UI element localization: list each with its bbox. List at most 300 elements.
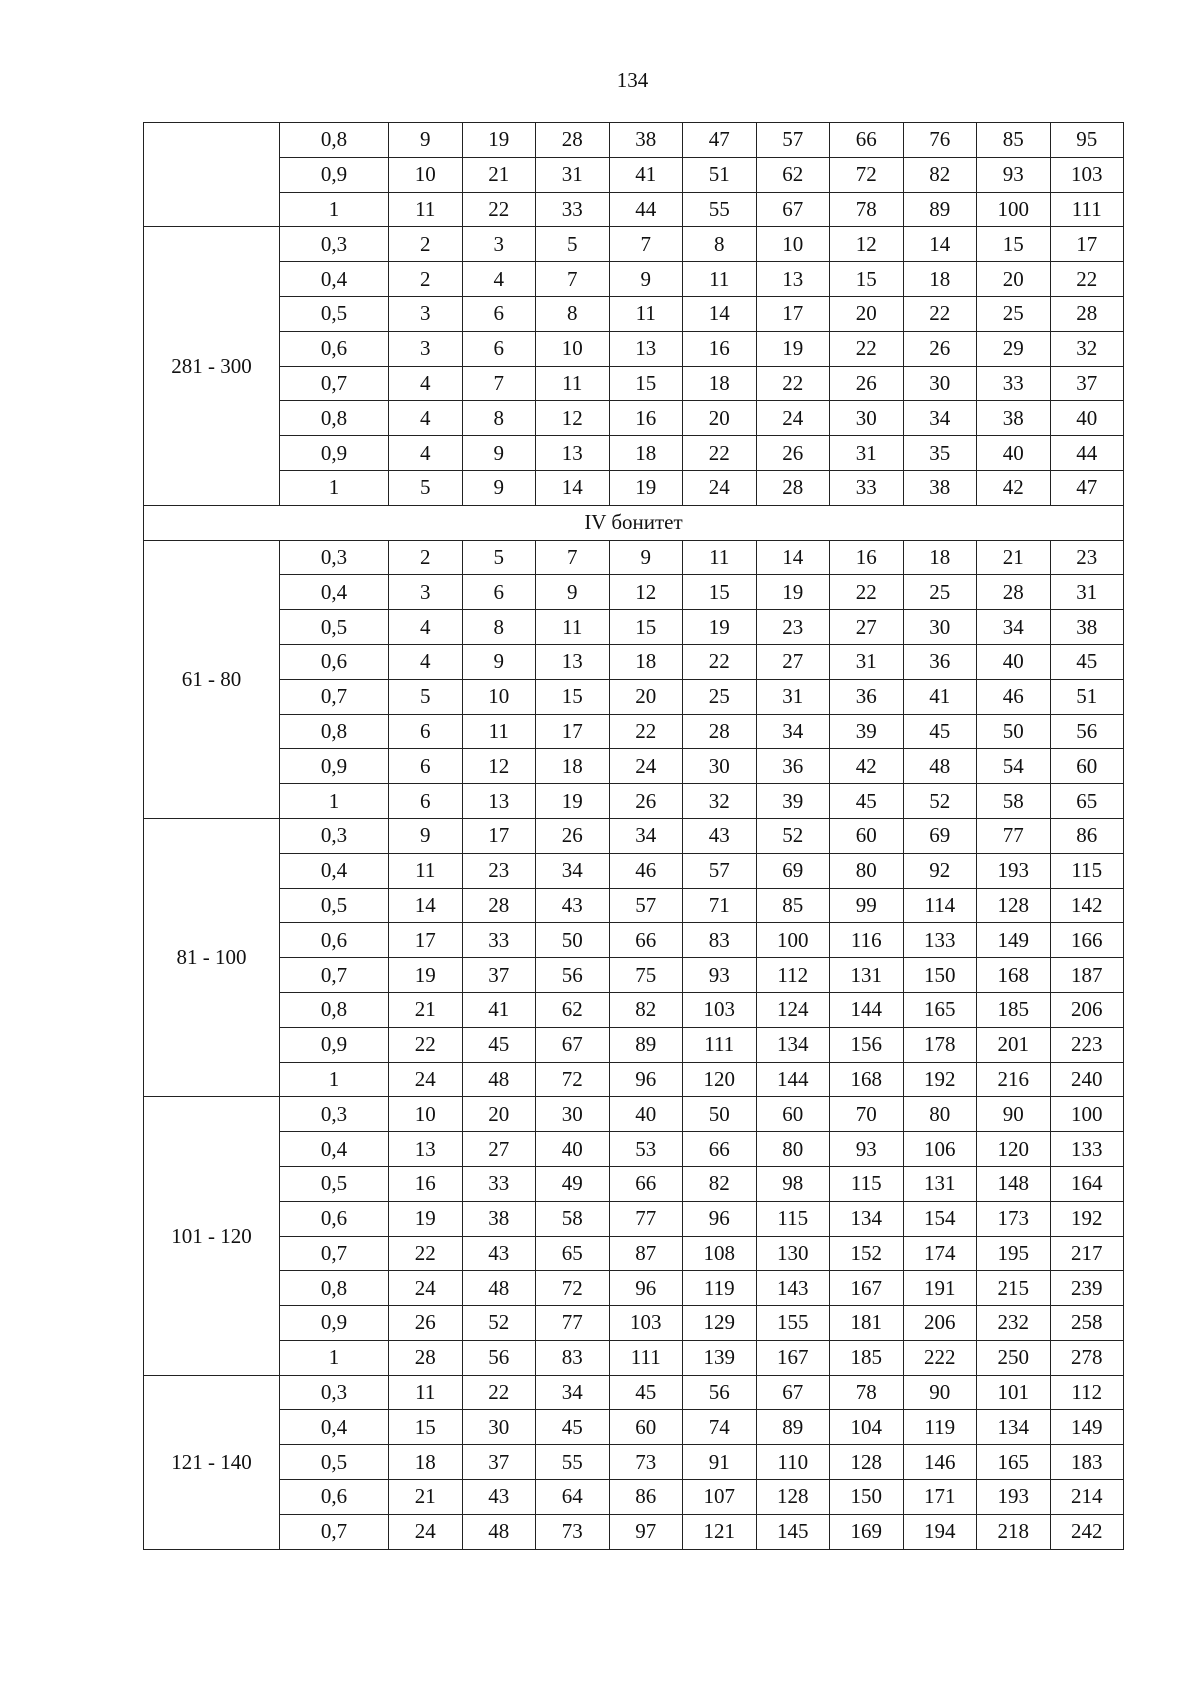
- value-cell: 129: [683, 1306, 757, 1341]
- value-cell: 47: [683, 123, 757, 158]
- table-row: [144, 540, 1124, 575]
- value-cell: 20: [462, 1097, 536, 1132]
- table-row: [144, 818, 1124, 853]
- coefficient-cell: 0,7: [280, 679, 389, 714]
- value-cell: 65: [1050, 784, 1124, 819]
- value-cell: 4: [389, 401, 463, 436]
- value-cell: 51: [683, 157, 757, 192]
- value-cell: 103: [1050, 157, 1124, 192]
- value-cell: 192: [903, 1062, 977, 1097]
- table-row: [144, 1097, 1124, 1132]
- value-cell: 48: [462, 1062, 536, 1097]
- table-row: [144, 1306, 1124, 1341]
- value-cell: 142: [1050, 888, 1124, 923]
- value-cell: 32: [1050, 331, 1124, 366]
- value-cell: 134: [977, 1410, 1051, 1445]
- value-cell: 29: [977, 331, 1051, 366]
- value-cell: 195: [977, 1236, 1051, 1271]
- value-cell: 24: [609, 749, 683, 784]
- value-cell: 19: [756, 331, 830, 366]
- value-cell: 96: [683, 1201, 757, 1236]
- coefficient-cell: 0,7: [280, 366, 389, 401]
- value-cell: 33: [977, 366, 1051, 401]
- value-cell: 194: [903, 1514, 977, 1549]
- value-cell: 82: [683, 1166, 757, 1201]
- value-cell: 239: [1050, 1271, 1124, 1306]
- value-cell: 120: [683, 1062, 757, 1097]
- value-cell: 11: [683, 262, 757, 297]
- value-cell: 11: [536, 610, 610, 645]
- value-cell: 4: [462, 262, 536, 297]
- group-label: 81 - 100: [144, 818, 280, 1096]
- value-cell: 34: [756, 714, 830, 749]
- value-cell: 69: [756, 853, 830, 888]
- value-cell: 9: [389, 818, 463, 853]
- coefficient-cell: 0,4: [280, 1132, 389, 1167]
- value-cell: 223: [1050, 1027, 1124, 1062]
- group-label: 281 - 300: [144, 227, 280, 505]
- value-cell: 22: [683, 644, 757, 679]
- value-cell: 45: [609, 1375, 683, 1410]
- value-cell: 98: [756, 1166, 830, 1201]
- value-cell: 112: [756, 958, 830, 993]
- table-row: [144, 958, 1124, 993]
- value-cell: 3: [389, 331, 463, 366]
- value-cell: 12: [609, 575, 683, 610]
- value-cell: 22: [683, 436, 757, 471]
- value-cell: 16: [609, 401, 683, 436]
- value-cell: 67: [536, 1027, 610, 1062]
- value-cell: 168: [830, 1062, 904, 1097]
- value-cell: 28: [462, 888, 536, 923]
- value-cell: 19: [389, 1201, 463, 1236]
- value-cell: 19: [462, 123, 536, 158]
- value-cell: 53: [609, 1132, 683, 1167]
- table-row: [144, 296, 1124, 331]
- value-cell: 28: [756, 470, 830, 505]
- value-cell: 77: [977, 818, 1051, 853]
- coefficient-cell: 0,7: [280, 958, 389, 993]
- value-cell: 66: [609, 1166, 683, 1201]
- value-cell: 10: [462, 679, 536, 714]
- value-cell: 18: [389, 1445, 463, 1480]
- value-cell: 128: [756, 1480, 830, 1515]
- value-cell: 70: [830, 1097, 904, 1132]
- value-cell: 18: [609, 644, 683, 679]
- table-row: [144, 1410, 1124, 1445]
- group-label: 61 - 80: [144, 540, 280, 818]
- value-cell: 21: [389, 992, 463, 1027]
- value-cell: 133: [1050, 1132, 1124, 1167]
- value-cell: 27: [756, 644, 830, 679]
- value-cell: 8: [683, 227, 757, 262]
- value-cell: 23: [1050, 540, 1124, 575]
- value-cell: 16: [830, 540, 904, 575]
- value-cell: 77: [536, 1306, 610, 1341]
- value-cell: 216: [977, 1062, 1051, 1097]
- value-cell: 25: [903, 575, 977, 610]
- coefficient-cell: 0,7: [280, 1236, 389, 1271]
- value-cell: 58: [977, 784, 1051, 819]
- coefficient-cell: 0,6: [280, 923, 389, 958]
- table-row: [144, 923, 1124, 958]
- value-cell: 46: [609, 853, 683, 888]
- value-cell: 9: [389, 123, 463, 158]
- value-cell: 45: [830, 784, 904, 819]
- value-cell: 71: [683, 888, 757, 923]
- table-row: [144, 262, 1124, 297]
- value-cell: 57: [609, 888, 683, 923]
- value-cell: 115: [830, 1166, 904, 1201]
- coefficient-cell: 0,5: [280, 888, 389, 923]
- value-cell: 30: [830, 401, 904, 436]
- value-cell: 24: [683, 470, 757, 505]
- value-cell: 103: [683, 992, 757, 1027]
- value-cell: 56: [536, 958, 610, 993]
- value-cell: 7: [536, 262, 610, 297]
- value-cell: 144: [756, 1062, 830, 1097]
- value-cell: 22: [830, 331, 904, 366]
- value-cell: 10: [389, 1097, 463, 1132]
- coefficient-cell: 0,6: [280, 644, 389, 679]
- value-cell: 215: [977, 1271, 1051, 1306]
- coefficient-cell: 0,9: [280, 1027, 389, 1062]
- value-cell: 96: [609, 1062, 683, 1097]
- value-cell: 65: [536, 1236, 610, 1271]
- value-cell: 55: [683, 192, 757, 227]
- value-cell: 33: [830, 470, 904, 505]
- value-cell: 217: [1050, 1236, 1124, 1271]
- value-cell: 121: [683, 1514, 757, 1549]
- table-body: [144, 123, 1124, 1550]
- coefficient-cell: 0,8: [280, 123, 389, 158]
- value-cell: 62: [536, 992, 610, 1027]
- coefficient-cell: 0,3: [280, 818, 389, 853]
- value-cell: 26: [389, 1306, 463, 1341]
- value-cell: 37: [462, 958, 536, 993]
- value-cell: 82: [609, 992, 683, 1027]
- value-cell: 52: [462, 1306, 536, 1341]
- value-cell: 25: [683, 679, 757, 714]
- value-cell: 80: [903, 1097, 977, 1132]
- coefficient-cell: 0,6: [280, 1480, 389, 1515]
- value-cell: 6: [462, 296, 536, 331]
- value-cell: 124: [756, 992, 830, 1027]
- value-cell: 144: [830, 992, 904, 1027]
- value-cell: 128: [830, 1445, 904, 1480]
- value-cell: 26: [903, 331, 977, 366]
- table-row: [144, 1027, 1124, 1062]
- value-cell: 2: [389, 227, 463, 262]
- value-cell: 28: [977, 575, 1051, 610]
- value-cell: 80: [830, 853, 904, 888]
- value-cell: 168: [977, 958, 1051, 993]
- value-cell: 11: [683, 540, 757, 575]
- value-cell: 36: [830, 679, 904, 714]
- value-cell: 89: [756, 1410, 830, 1445]
- value-cell: 131: [903, 1166, 977, 1201]
- value-cell: 18: [609, 436, 683, 471]
- value-cell: 145: [756, 1514, 830, 1549]
- value-cell: 80: [756, 1132, 830, 1167]
- value-cell: 19: [536, 784, 610, 819]
- group-label: 121 - 140: [144, 1375, 280, 1549]
- value-cell: 45: [1050, 644, 1124, 679]
- value-cell: 192: [1050, 1201, 1124, 1236]
- coefficient-cell: 1: [280, 784, 389, 819]
- section-header: IV бонитет: [144, 505, 1124, 540]
- value-cell: 91: [683, 1445, 757, 1480]
- value-cell: 9: [609, 262, 683, 297]
- value-cell: 148: [977, 1166, 1051, 1201]
- table-row: [144, 1062, 1124, 1097]
- value-cell: 2: [389, 540, 463, 575]
- value-cell: 17: [1050, 227, 1124, 262]
- value-cell: 50: [536, 923, 610, 958]
- table-row: [144, 784, 1124, 819]
- value-cell: 112: [1050, 1375, 1124, 1410]
- value-cell: 72: [536, 1271, 610, 1306]
- table-row: [144, 1271, 1124, 1306]
- value-cell: 173: [977, 1201, 1051, 1236]
- value-cell: 26: [609, 784, 683, 819]
- table-row: [144, 1445, 1124, 1480]
- value-cell: 89: [903, 192, 977, 227]
- value-cell: 40: [609, 1097, 683, 1132]
- table-row: [144, 679, 1124, 714]
- value-cell: 152: [830, 1236, 904, 1271]
- value-cell: 78: [830, 1375, 904, 1410]
- value-cell: 73: [536, 1514, 610, 1549]
- value-cell: 26: [830, 366, 904, 401]
- value-cell: 28: [536, 123, 610, 158]
- value-cell: 52: [756, 818, 830, 853]
- table-row: [144, 1480, 1124, 1515]
- value-cell: 17: [389, 923, 463, 958]
- value-cell: 46: [977, 679, 1051, 714]
- value-cell: 154: [903, 1201, 977, 1236]
- coefficient-cell: 1: [280, 1062, 389, 1097]
- table-row: [144, 714, 1124, 749]
- table-row: [144, 644, 1124, 679]
- value-cell: 35: [903, 436, 977, 471]
- value-cell: 185: [977, 992, 1051, 1027]
- value-cell: 11: [536, 366, 610, 401]
- value-cell: 130: [756, 1236, 830, 1271]
- value-cell: 11: [389, 1375, 463, 1410]
- value-cell: 22: [609, 714, 683, 749]
- coefficient-cell: 0,6: [280, 1201, 389, 1236]
- value-cell: 11: [462, 714, 536, 749]
- value-cell: 90: [903, 1375, 977, 1410]
- value-cell: 3: [389, 296, 463, 331]
- value-cell: 5: [462, 540, 536, 575]
- value-cell: 60: [1050, 749, 1124, 784]
- value-cell: 15: [977, 227, 1051, 262]
- coefficient-cell: 0,8: [280, 714, 389, 749]
- value-cell: 31: [536, 157, 610, 192]
- value-cell: 114: [903, 888, 977, 923]
- value-cell: 33: [462, 1166, 536, 1201]
- value-cell: 7: [609, 227, 683, 262]
- value-cell: 93: [977, 157, 1051, 192]
- value-cell: 232: [977, 1306, 1051, 1341]
- value-cell: 13: [536, 436, 610, 471]
- table-row: [144, 401, 1124, 436]
- coefficient-cell: 0,3: [280, 1375, 389, 1410]
- value-cell: 22: [462, 192, 536, 227]
- value-cell: 156: [830, 1027, 904, 1062]
- value-cell: 97: [609, 1514, 683, 1549]
- value-cell: 28: [683, 714, 757, 749]
- value-cell: 21: [977, 540, 1051, 575]
- value-cell: 206: [1050, 992, 1124, 1027]
- value-cell: 155: [756, 1306, 830, 1341]
- value-cell: 31: [830, 644, 904, 679]
- value-cell: 131: [830, 958, 904, 993]
- value-cell: 183: [1050, 1445, 1124, 1480]
- table-row: [144, 192, 1124, 227]
- value-cell: 48: [903, 749, 977, 784]
- value-cell: 18: [683, 366, 757, 401]
- value-cell: 10: [756, 227, 830, 262]
- table-row: [144, 366, 1124, 401]
- value-cell: 52: [903, 784, 977, 819]
- value-cell: 43: [536, 888, 610, 923]
- value-cell: 56: [683, 1375, 757, 1410]
- value-cell: 23: [756, 610, 830, 645]
- value-cell: 50: [977, 714, 1051, 749]
- value-cell: 42: [977, 470, 1051, 505]
- value-cell: 193: [977, 1480, 1051, 1515]
- value-cell: 44: [609, 192, 683, 227]
- value-cell: 149: [1050, 1410, 1124, 1445]
- value-cell: 119: [683, 1271, 757, 1306]
- value-cell: 139: [683, 1340, 757, 1375]
- table-row: [144, 888, 1124, 923]
- value-cell: 45: [536, 1410, 610, 1445]
- value-cell: 15: [389, 1410, 463, 1445]
- value-cell: 21: [389, 1480, 463, 1515]
- value-cell: 43: [462, 1236, 536, 1271]
- value-cell: 34: [903, 401, 977, 436]
- value-cell: 18: [903, 262, 977, 297]
- coefficient-cell: 0,5: [280, 1166, 389, 1201]
- value-cell: 41: [609, 157, 683, 192]
- coefficient-cell: 0,4: [280, 262, 389, 297]
- value-cell: 134: [830, 1201, 904, 1236]
- value-cell: 40: [1050, 401, 1124, 436]
- value-cell: 34: [536, 1375, 610, 1410]
- value-cell: 119: [903, 1410, 977, 1445]
- value-cell: 28: [1050, 296, 1124, 331]
- value-cell: 167: [756, 1340, 830, 1375]
- value-cell: 56: [1050, 714, 1124, 749]
- value-cell: 15: [830, 262, 904, 297]
- value-cell: 33: [462, 923, 536, 958]
- value-cell: 5: [389, 679, 463, 714]
- value-cell: 2: [389, 262, 463, 297]
- value-cell: 87: [609, 1236, 683, 1271]
- value-cell: 128: [977, 888, 1051, 923]
- value-cell: 10: [389, 157, 463, 192]
- value-cell: 120: [977, 1132, 1051, 1167]
- value-cell: 55: [536, 1445, 610, 1480]
- value-cell: 103: [609, 1306, 683, 1341]
- value-cell: 214: [1050, 1480, 1124, 1515]
- value-cell: 3: [389, 575, 463, 610]
- value-cell: 60: [756, 1097, 830, 1132]
- value-cell: 149: [977, 923, 1051, 958]
- coefficient-cell: 0,9: [280, 436, 389, 471]
- value-cell: 17: [462, 818, 536, 853]
- value-cell: 110: [756, 1445, 830, 1480]
- coefficient-cell: 0,7: [280, 1514, 389, 1549]
- value-cell: 146: [903, 1445, 977, 1480]
- value-cell: 13: [462, 784, 536, 819]
- table-row: [144, 992, 1124, 1027]
- value-cell: 58: [536, 1201, 610, 1236]
- value-cell: 78: [830, 192, 904, 227]
- group-label: [144, 123, 280, 227]
- value-cell: 165: [977, 1445, 1051, 1480]
- value-cell: 12: [536, 401, 610, 436]
- value-cell: 100: [977, 192, 1051, 227]
- value-cell: 18: [536, 749, 610, 784]
- table-row: [144, 331, 1124, 366]
- value-cell: 187: [1050, 958, 1124, 993]
- table-row: [144, 1201, 1124, 1236]
- value-cell: 5: [389, 470, 463, 505]
- value-cell: 8: [462, 610, 536, 645]
- value-cell: 93: [683, 958, 757, 993]
- value-cell: 89: [609, 1027, 683, 1062]
- value-cell: 43: [683, 818, 757, 853]
- value-cell: 20: [609, 679, 683, 714]
- value-cell: 7: [462, 366, 536, 401]
- value-cell: 38: [903, 470, 977, 505]
- table-row: [144, 610, 1124, 645]
- value-cell: 258: [1050, 1306, 1124, 1341]
- value-cell: 30: [462, 1410, 536, 1445]
- value-cell: 178: [903, 1027, 977, 1062]
- value-cell: 115: [1050, 853, 1124, 888]
- value-cell: 9: [536, 575, 610, 610]
- value-cell: 39: [756, 784, 830, 819]
- value-cell: 9: [609, 540, 683, 575]
- value-cell: 47: [1050, 470, 1124, 505]
- coefficient-cell: 0,6: [280, 331, 389, 366]
- value-cell: 6: [462, 575, 536, 610]
- value-cell: 26: [536, 818, 610, 853]
- value-cell: 60: [609, 1410, 683, 1445]
- value-cell: 14: [683, 296, 757, 331]
- table-row: [144, 436, 1124, 471]
- value-cell: 14: [536, 470, 610, 505]
- value-cell: 85: [977, 123, 1051, 158]
- value-cell: 8: [536, 296, 610, 331]
- value-cell: 9: [462, 436, 536, 471]
- value-cell: 4: [389, 366, 463, 401]
- value-cell: 19: [756, 575, 830, 610]
- value-cell: 44: [1050, 436, 1124, 471]
- table-row: [144, 1514, 1124, 1549]
- value-cell: 193: [977, 853, 1051, 888]
- value-cell: 19: [389, 958, 463, 993]
- value-cell: 36: [756, 749, 830, 784]
- value-cell: 11: [609, 296, 683, 331]
- value-cell: 82: [903, 157, 977, 192]
